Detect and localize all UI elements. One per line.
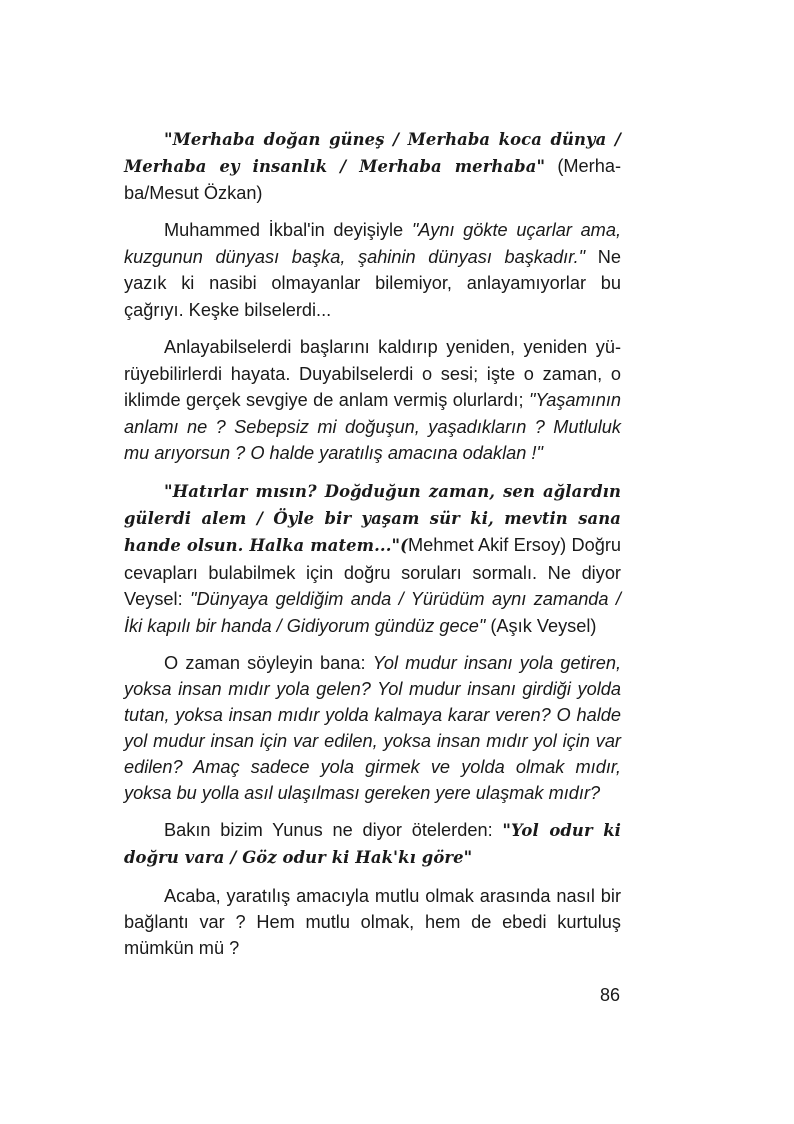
merhaba-attribution: (Merhaba/Mesut Özkan) — [124, 156, 621, 203]
veysel-attribution: (Aşık Veysel) — [485, 615, 597, 636]
paragraph-6 — [124, 817, 621, 872]
anlayabilselerdi-text: Anlayabilselerdi başlarını kaldırıp yeniden, yeniden yürüyebilirlerdi hayata. Duyabilselerdi o sesi; işte o zaman, o iklimde gerçek sevgiye de anlam vermiş olurlardı; — [124, 337, 621, 410]
akif-attribution-text: Mehmet Akif Ersoy) Doğru cevapları bulabilmek için doğru soruları sormalı. Ne diyor Veysel: — [124, 535, 621, 610]
yol-questions: Yol mudur insanı yola getiren, yoksa insan mıdır yola gelen? Yol mudur insanı girdiği yolda tutan, yoksa insan mıdır yolda kalmaya karar veren? O halde yol mudur insan için var edilen, yoksa insan mıdır yol için var edilen? Amaç sadece yola girmek ve yolda olmak mıdır, yoksa bu yolla asıl ulaşılması gereken yere ulaşmak mıdır? — [124, 652, 621, 803]
akif-poem-quote: "Hatırlar mısın? Doğduğun zaman, sen ağlardın gülerdi alem / Öyle bir yaşam sür ki, mevtin sana hande olsun. Halka matem..."( — [124, 481, 621, 556]
merhaba-poem-quote: "Merhaba doğan güneş / Merhaba koca dünya / Merhaba ey insanlık / Merhaba merhaba" — [124, 130, 621, 176]
page-body — [124, 126, 621, 972]
closing-question: Acaba, yaratılış amacıyla mutlu olmak arasında nasıl bir bağlantı var ? Hem mutlu olmak, hem de ebedi kurtuluş mümkün mü ? — [124, 885, 621, 958]
page-number: 86 — [599, 985, 620, 1005]
yunus-quote: "Yol odur ki doğru vara / Göz odur ki Hak'kı göre" — [124, 820, 621, 868]
ikbal-intro: Muhammed İkbal'in deyişiyle — [164, 220, 412, 240]
paragraph-1 — [124, 126, 621, 206]
ikbal-quote: "Aynı gökte uçarlar ama, kuzgunun dünyası başka, şahinin dünyası başkadır." — [124, 220, 621, 267]
yunus-intro: Bakın bizim Yunus ne diyor ötelerden: — [164, 819, 503, 840]
soyleyin-intro: O zaman söyleyin bana: — [164, 652, 373, 673]
paragraph-7 — [124, 883, 621, 961]
paragraph-5 — [124, 650, 621, 806]
paragraph-3 — [124, 334, 621, 467]
veysel-quote: "Dünyaya geldiğim anda / Yürüdüm aynı zamanda / İki kapılı bir handa / Gidiyorum gündüz gece" — [124, 589, 621, 636]
ikbal-commentary: Ne yazık ki nasibi olmayanlar bilemiyor, anlayamıyorlar bu çağrıyı. Keşke bilselerdi... — [124, 246, 621, 320]
paragraph-2 — [124, 217, 621, 323]
life-meaning-quote: "Yaşamının anlamı ne ? Sebepsiz mi doğuşun, yaşadıkların ? Mutluluk mu arıyorsun ? O halde yaratılış amacına odaklan !" — [124, 390, 621, 463]
paragraph-4 — [124, 478, 621, 639]
